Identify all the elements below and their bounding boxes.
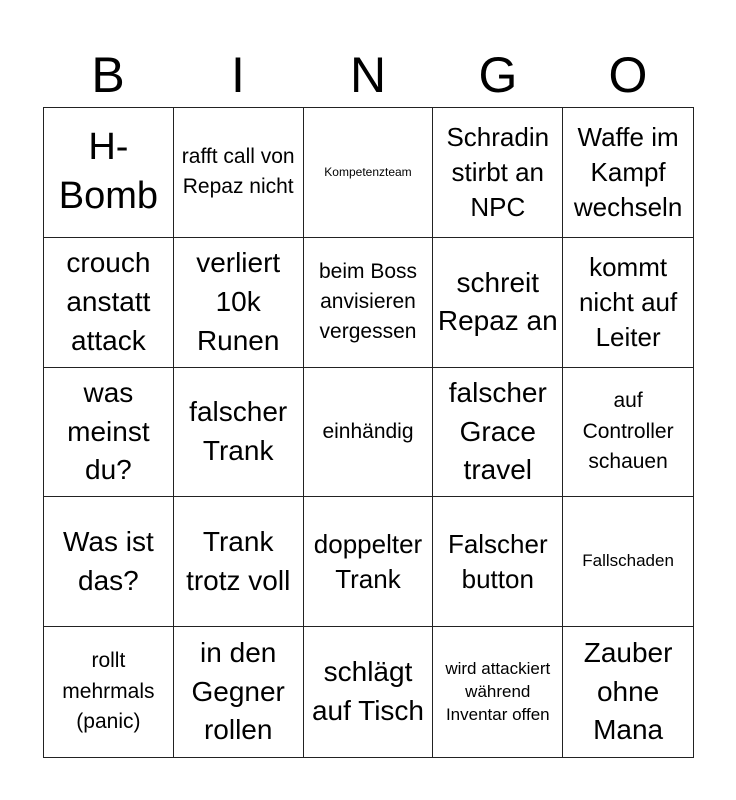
bingo-cell[interactable]: rafft call von Repaz nicht (174, 108, 304, 238)
bingo-cell[interactable]: crouch anstatt attack (44, 238, 174, 368)
bingo-cell[interactable]: Was ist das? (44, 497, 174, 627)
bingo-cell[interactable]: H-Bomb (44, 108, 174, 238)
bingo-cell[interactable]: beim Boss anvisieren vergessen (304, 238, 434, 368)
bingo-cell[interactable]: auf Controller schauen (563, 368, 693, 498)
bingo-cell[interactable]: falscher Trank (174, 368, 304, 498)
bingo-cell[interactable]: kommt nicht auf Leiter (563, 238, 693, 368)
bingo-header (43, 42, 693, 108)
bingo-cell[interactable]: Falscher button (433, 497, 563, 627)
bingo-cell[interactable]: Zauber ohne Mana (583, 637, 673, 746)
bingo-cell[interactable]: rollt mehrmals (panic) (44, 627, 174, 757)
bingo-cell[interactable]: doppelter Trank (304, 497, 434, 627)
bingo-cell[interactable]: Kompetenzteam (304, 108, 434, 238)
bingo-cell[interactable]: wird attackiert während Inventar offen (433, 627, 563, 757)
header-letter-b: B (91, 47, 125, 103)
bingo-cell[interactable]: schreit Repaz an (433, 238, 563, 368)
bingo-cell[interactable]: Trank trotz voll (174, 497, 304, 627)
bingo-cell[interactable]: was meinst du? (44, 368, 174, 498)
bingo-board (43, 107, 694, 758)
bingo-cell[interactable]: in den Gegner rollen (174, 627, 304, 757)
header-letter-i: I (231, 47, 245, 103)
bingo-cell[interactable]: Schradin stirbt an NPC (433, 108, 563, 238)
bingo-cell[interactable]: falscher Grace travel (433, 368, 563, 498)
header-letter-g: G (478, 47, 518, 103)
bingo-cell[interactable]: verliert 10k Runen (174, 238, 304, 368)
bingo-cell[interactable]: Waffe im Kampf wechseln (563, 108, 693, 238)
header-letter-n: N (349, 47, 387, 103)
header-letter-o: O (608, 47, 648, 103)
bingo-cell[interactable]: schlägt auf Tisch (304, 627, 434, 757)
bingo-cell[interactable]: einhändig (304, 368, 434, 498)
bingo-cell[interactable]: Fallschaden (563, 497, 693, 627)
